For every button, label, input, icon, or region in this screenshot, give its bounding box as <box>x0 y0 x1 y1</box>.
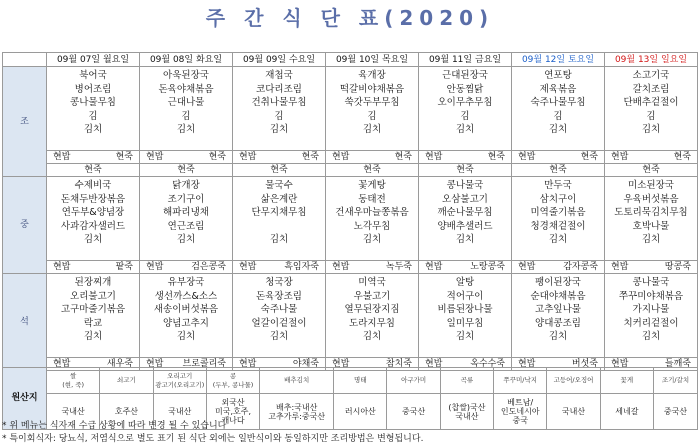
note-line: * 위 메뉴는 식자재 수급 상황에 따라 변경 될 수 있습니다 <box>2 421 227 431</box>
side-cell: 현밥 현죽 <box>233 151 326 164</box>
dish-list: 재첩국 코다리조림 건취나물무침 김 김치 <box>233 67 326 151</box>
dish-list: 아욱된장국 돈육야채볶음 근대나물 김 김치 <box>140 67 233 151</box>
origin-header: 조기/갈치 <box>654 368 698 394</box>
day-header: 09월 09일 수요일 <box>233 53 326 67</box>
origin-header: 쌀 (현, 죽) <box>47 368 100 394</box>
porridge-cell: 현죽 <box>233 164 326 177</box>
porridge-cell: 현죽 <box>47 164 140 177</box>
porridge-cell: 현죽 <box>605 164 698 177</box>
side-cell: 현밥 현죽 <box>140 151 233 164</box>
dish-list: 청국장 돈육장조림 숙주나물 얼갈이겉절이 김치 <box>233 274 326 358</box>
dish-list: 콩나물국 쭈꾸미야채볶음 가지나물 치커리겉절이 김치 <box>605 274 698 358</box>
side-cell: 현밥 땅콩죽 <box>605 261 698 274</box>
date-header-row <box>3 53 698 67</box>
dish-list: 콩나물국 오삼불고기 깨순나물무침 양배추샐러드 김치 <box>419 177 512 261</box>
side-cell: 현밥 팥죽 <box>47 261 140 274</box>
day-header: 09월 11일 금요일 <box>419 53 512 67</box>
day-header: 09월 10일 목요일 <box>326 53 419 67</box>
corner-cell <box>3 53 47 67</box>
dish-list: 육개장 떡갈비야채볶음 쑥갓두부무침 김 김치 <box>326 67 419 151</box>
origin-header: 오리고기 광고기(오리고기) <box>153 368 206 394</box>
porridge-cell: 현죽 <box>419 164 512 177</box>
day-header-saturday: 09월 12일 토요일 <box>512 53 605 67</box>
notes <box>2 420 423 446</box>
dish-list: 미역국 우불고기 열무된장지짐 도라지무침 김치 <box>326 274 419 358</box>
origin-header: 쭈꾸미/낙지 <box>494 368 547 394</box>
side-cell: 현밥 검은콩죽 <box>140 261 233 274</box>
dish-list: 닭개장 조기구이 해파리냉채 연근조림 김치 <box>140 177 233 261</box>
page-title: 주 간 식 단 표(2020) <box>205 5 495 30</box>
origin-value: 국내산 <box>153 394 206 430</box>
side-cell: 현밥 감자콩죽 <box>512 261 605 274</box>
side-cell: 현밥 야채죽 <box>233 358 326 371</box>
origin-header: 콩 (두부, 콩나물) <box>206 368 259 394</box>
origin-value: (찹쌀)국산 국내산 <box>440 394 493 430</box>
day-header: 09월 07일 월요일 <box>47 53 140 67</box>
porridge-cell: 현죽 <box>512 164 605 177</box>
origin-header: 고등어/오징어 <box>547 368 600 394</box>
side-cell: 현밥 참치죽 <box>326 358 419 371</box>
origin-header: 명태 <box>334 368 387 394</box>
dish-list: 물국수 삶은계란 단무지채무침 김치 <box>233 177 326 261</box>
porridge-cell: 현죽 <box>140 164 233 177</box>
dish-list: 근대된장국 안동찜닭 오이무추무침 김 김치 <box>419 67 512 151</box>
day-header-sunday: 09월 13일 일요일 <box>605 53 698 67</box>
lunch-sides-row <box>3 261 698 274</box>
dish-list: 팽이된장국 순대야채볶음 고추잎나물 양대콩조림 김치 <box>512 274 605 358</box>
side-cell: 현밥 옥수수죽 <box>419 358 512 371</box>
side-cell: 현밥 버섯죽 <box>512 358 605 371</box>
dish-list: 북어국 병어조림 콩나물무침 김 김치 <box>47 67 140 151</box>
origin-header-row <box>3 368 698 394</box>
origin-value: 국내산 <box>547 394 600 430</box>
side-cell: 현밥 현죽 <box>605 151 698 164</box>
origin-header: 아구가미 <box>387 368 440 394</box>
dish-list: 수제비국 돈채두반장볶음 연두부&양념장 사과감자샐러드 김치 <box>47 177 140 261</box>
origin-value: 호주산 <box>100 394 153 430</box>
side-cell: 현밥 브로콜리죽 <box>140 358 233 371</box>
side-cell: 현밥 새우죽 <box>47 358 140 371</box>
dish-list: 된장찌개 오리불고기 고구마줄기볶음 락교 김치 <box>47 274 140 358</box>
origin-value: 배추:국내산 고추가루:중국산 <box>260 394 334 430</box>
side-cell: 현밥 흑임자죽 <box>233 261 326 274</box>
side-cell: 현밥 현죽 <box>419 151 512 164</box>
weekly-menu-table <box>2 52 698 371</box>
breakfast-porridge-row <box>3 164 698 177</box>
side-cell: 현밥 들깨죽 <box>605 358 698 371</box>
dish-list: 알탕 적어구이 비름된장나물 일미무침 김치 <box>419 274 512 358</box>
breakfast-dishes-row <box>3 67 698 151</box>
origin-value: 러시아산 <box>334 394 387 430</box>
side-cell: 현밥 노랑콩죽 <box>419 261 512 274</box>
side-cell: 현밥 녹두죽 <box>326 261 419 274</box>
title-bar <box>0 0 700 32</box>
porridge-cell: 현죽 <box>326 164 419 177</box>
origin-value: 외국산 미국,호주, 캐나다 <box>206 394 259 430</box>
dish-list: 만두국 삼치구이 미역줄기볶음 청경채겉절이 김치 <box>512 177 605 261</box>
origin-header: 쇠고기 <box>100 368 153 394</box>
origin-header: 곡류 <box>440 368 493 394</box>
origin-header: 꽃게 <box>600 368 653 394</box>
note-line: * 특이회식자: 당뇨식, 저염식으로 별도 표기 된 식단 외에는 일반식이와 동일하지만 조리방법은 변형됩니다. <box>2 434 424 444</box>
side-cell: 현밥 현죽 <box>512 151 605 164</box>
lunch-dishes-row <box>3 177 698 261</box>
dish-list: 미소된장국 우육버섯볶음 도토리묵김치무침 호박나물 김치 <box>605 177 698 261</box>
origin-header: 배추김치 <box>260 368 334 394</box>
dish-list: 소고기국 갈치조림 단배추겉절이 김 김치 <box>605 67 698 151</box>
breakfast-sides-row <box>3 151 698 164</box>
dinner-dishes-row <box>3 274 698 358</box>
dish-list: 꽃게탕 동태전 건새우마늘쫑볶음 노각무침 김치 <box>326 177 419 261</box>
meal-label-lunch: 중 <box>3 177 47 274</box>
dish-list: 유부장국 생선까스&소스 새송이버섯볶음 양념고추지 김치 <box>140 274 233 358</box>
origin-value: 세네갈 <box>600 394 653 430</box>
side-cell: 현밥 현죽 <box>47 151 140 164</box>
side-cell: 현밥 현죽 <box>326 151 419 164</box>
origin-value: 중국산 <box>654 394 698 430</box>
origin-value: 중국산 <box>387 394 440 430</box>
origin-value: 베트남/ 인도네시아 중국 <box>494 394 547 430</box>
meal-label-dinner: 석 <box>3 274 47 371</box>
meal-label-breakfast: 조 <box>3 67 47 177</box>
origin-value: 국내산 <box>47 394 100 430</box>
day-header: 09월 08일 화요일 <box>140 53 233 67</box>
dish-list: 연포탕 제육볶음 숙주나물무침 김 김치 <box>512 67 605 151</box>
origin-label: 원산지 <box>3 368 47 430</box>
